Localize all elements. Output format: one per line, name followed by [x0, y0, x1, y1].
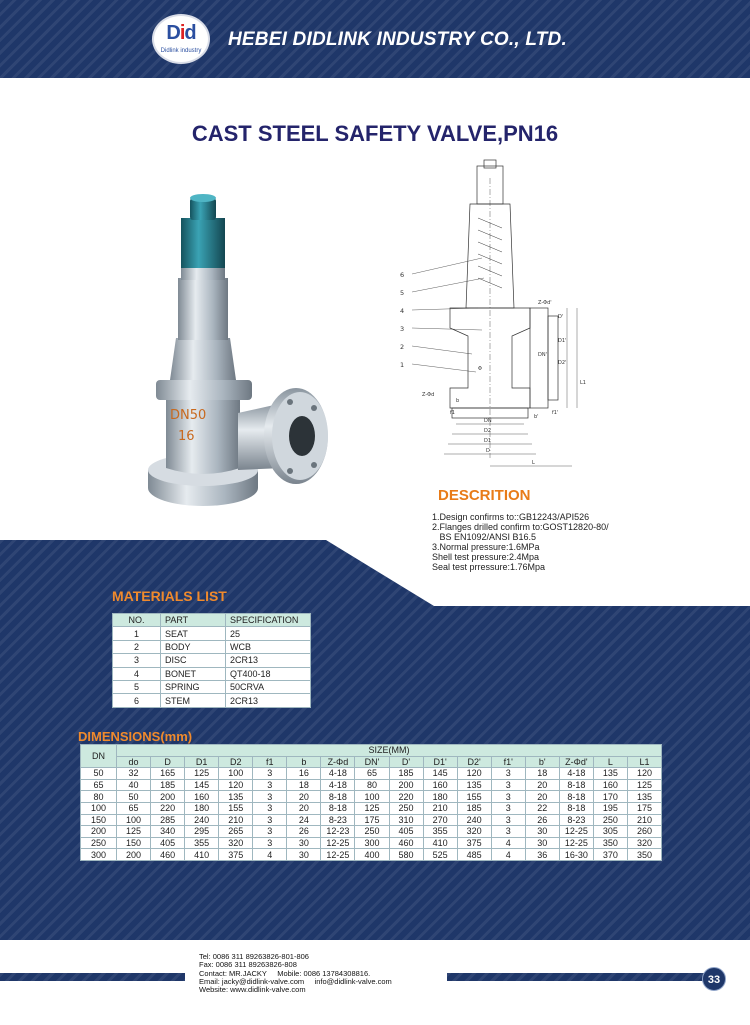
- dimensions-cell: 210: [219, 814, 253, 826]
- dimensions-cell: 305: [593, 826, 627, 838]
- dimensions-cell: 120: [627, 768, 661, 780]
- company-logo: [152, 14, 210, 64]
- dimensions-cell: 250: [593, 814, 627, 826]
- dimensions-cell: 220: [389, 791, 423, 803]
- dimensions-cell: 12-25: [559, 826, 593, 838]
- dimensions-cell: 170: [593, 791, 627, 803]
- material-no: 2: [113, 640, 161, 653]
- table-row: [81, 837, 662, 849]
- material-no: 6: [113, 694, 161, 707]
- footer-stripe-left: [0, 973, 185, 981]
- dim-z-d-prime: Z-Φd': [538, 300, 552, 306]
- dimensions-cell: 405: [151, 837, 185, 849]
- material-part: SEAT: [161, 627, 226, 640]
- footer-email: Email: jacky@didlink-valve.com info@didlink-valve.com: [199, 976, 392, 986]
- dimensions-cell: 3: [491, 779, 525, 791]
- dimensions-cell: 250: [355, 826, 389, 838]
- dimensions-cell: 240: [185, 814, 219, 826]
- callout-6: 6: [400, 271, 405, 279]
- material-spec: 2CR13: [226, 694, 311, 707]
- callout-1: 1: [400, 361, 405, 369]
- dimensions-cell: 3: [253, 802, 287, 814]
- dimensions-cell: 210: [423, 802, 457, 814]
- dim-d: D: [486, 448, 490, 454]
- dimensions-cell: 3: [253, 791, 287, 803]
- dimensions-cell: 16-30: [559, 849, 593, 861]
- dimensions-cell: 12-25: [559, 837, 593, 849]
- drawing-outlet-flange: [530, 308, 548, 408]
- dim-d2: D2: [484, 428, 492, 434]
- dimensions-cell: 30: [525, 826, 559, 838]
- table-row: [81, 849, 662, 861]
- dimensions-cell: 120: [219, 779, 253, 791]
- dim-f1-prime: f1': [552, 410, 559, 416]
- material-part: DISC: [161, 654, 226, 667]
- dimensions-cell: 125: [355, 802, 389, 814]
- dimensions-cell: 8-18: [321, 802, 355, 814]
- dimensions-header: DN': [355, 756, 389, 768]
- materials-header-row: [113, 614, 311, 627]
- material-spec: WCB: [226, 640, 311, 653]
- valve-photo: [148, 188, 348, 518]
- dimensions-cell: 135: [627, 791, 661, 803]
- contact-info: [199, 953, 392, 994]
- dimensions-header: f1: [253, 756, 287, 768]
- dimensions-cell: 165: [151, 768, 185, 780]
- materials-header: NO.: [113, 614, 161, 627]
- dimensions-header: D: [151, 756, 185, 768]
- material-no: 5: [113, 680, 161, 693]
- dim-d1: D1: [484, 438, 492, 444]
- description-line: 1.Design confirms to::GB12243/API526: [432, 512, 590, 522]
- material-part: SPRING: [161, 680, 226, 693]
- dimensions-cell: 30: [287, 849, 321, 861]
- footer-contact: Contact: MR.JACKY Mobile: 0086 13784308816.: [199, 968, 371, 978]
- table-row: [113, 654, 311, 667]
- dimensions-cell: 4: [491, 849, 525, 861]
- dimensions-cell: 135: [593, 768, 627, 780]
- dimensions-cell: 160: [423, 779, 457, 791]
- dimensions-cell: 405: [389, 826, 423, 838]
- blue-cap: [181, 218, 225, 268]
- dimensions-cell: 3: [491, 768, 525, 780]
- body-marking-pn: 16: [178, 429, 195, 444]
- dimensions-cell: 22: [525, 802, 559, 814]
- table-row: [81, 779, 662, 791]
- table-row: [81, 814, 662, 826]
- description-list: [432, 512, 609, 572]
- dimensions-cell: 310: [389, 814, 423, 826]
- materials-title: MATERIALS LIST: [112, 588, 227, 604]
- dimensions-cell: 410: [423, 837, 457, 849]
- footer-stripe-right: [447, 973, 712, 981]
- materials-header: PART: [161, 614, 226, 627]
- dimensions-cell: 65: [355, 768, 389, 780]
- dimensions-dn-cell: 300: [81, 849, 117, 861]
- dimensions-cell: 145: [423, 768, 457, 780]
- dimensions-header: Z-Φd': [559, 756, 593, 768]
- dimensions-cell: 18: [287, 779, 321, 791]
- description-line: BS EN1092/ANSI B16.5: [432, 532, 537, 542]
- material-spec: 50CRVA: [226, 680, 311, 693]
- dimensions-cell: 8-18: [559, 791, 593, 803]
- description-line: Shell test pressure:2.4Mpa: [432, 552, 540, 562]
- dimensions-cell: 400: [355, 849, 389, 861]
- dimensions-dn-cell: 250: [81, 837, 117, 849]
- materials-table: [112, 613, 311, 708]
- dimensions-cell: 350: [627, 849, 661, 861]
- callout-2: 2: [400, 343, 405, 351]
- dimensions-cell: 580: [389, 849, 423, 861]
- material-part: STEM: [161, 694, 226, 707]
- callout-5: 5: [400, 289, 405, 297]
- dim-dn: DN: [484, 418, 492, 424]
- dimensions-cell: 295: [185, 826, 219, 838]
- dimensions-cell: 150: [117, 837, 151, 849]
- dimensions-header: L1: [627, 756, 661, 768]
- dimensions-cell: 125: [185, 768, 219, 780]
- dimensions-cell: 3: [253, 826, 287, 838]
- company-name: HEBEI DIDLINK INDUSTRY CO., LTD.: [228, 29, 567, 50]
- dimensions-cell: 65: [117, 802, 151, 814]
- dimensions-cell: 30: [287, 837, 321, 849]
- dimensions-cell: 20: [287, 802, 321, 814]
- dimensions-dn-cell: 100: [81, 802, 117, 814]
- footer-tel: Tel: 0086 311 89263826-801-806: [199, 952, 309, 961]
- dimensions-cell: 240: [457, 814, 491, 826]
- dimensions-cell: 12-25: [321, 837, 355, 849]
- dimensions-group-header-row: [81, 745, 662, 757]
- dimensions-dn-cell: 65: [81, 779, 117, 791]
- dimensions-cell: 285: [151, 814, 185, 826]
- dimensions-cell: 3: [491, 826, 525, 838]
- dim-d-prime: D': [558, 314, 564, 320]
- dimensions-cell: 12-23: [321, 826, 355, 838]
- dim-dn-prime: DN': [538, 352, 547, 358]
- body-marking-dn: DN50: [170, 408, 207, 423]
- dimensions-header-row: [81, 756, 662, 768]
- dimensions-header: do: [117, 756, 151, 768]
- dimensions-cell: 100: [219, 768, 253, 780]
- material-no: 4: [113, 667, 161, 680]
- dimensions-cell: 8-23: [321, 814, 355, 826]
- dimensions-cell: 4-18: [559, 768, 593, 780]
- dimensions-cell: 175: [627, 802, 661, 814]
- dimensions-table: [80, 744, 662, 861]
- bonnet: [170, 338, 236, 380]
- table-row: [113, 627, 311, 640]
- material-no: 1: [113, 627, 161, 640]
- dimensions-cell: 525: [423, 849, 457, 861]
- dim-b-prime: b': [534, 414, 539, 420]
- dim-phi: Φ: [478, 366, 482, 372]
- dimensions-body: [81, 768, 662, 861]
- dimensions-cell: 260: [627, 826, 661, 838]
- dimensions-cell: 320: [627, 837, 661, 849]
- footer-website: Website: www.didlink-valve.com: [199, 985, 306, 995]
- dimensions-cell: 135: [219, 791, 253, 803]
- dimensions-cell: 20: [525, 791, 559, 803]
- dimensions-cell: 300: [355, 837, 389, 849]
- dim-d2-prime: D2': [558, 360, 567, 366]
- dimensions-cell: 16: [287, 768, 321, 780]
- dimensions-dn-cell: 50: [81, 768, 117, 780]
- dimensions-cell: 3: [253, 768, 287, 780]
- dimensions-cell: 50: [117, 791, 151, 803]
- dimensions-header: Z-Φd: [321, 756, 355, 768]
- outlet-bore: [289, 416, 315, 456]
- dimensions-cell: 460: [389, 837, 423, 849]
- table-row: [113, 667, 311, 680]
- dimensions-header: D1': [423, 756, 457, 768]
- dimensions-dn-cell: 150: [81, 814, 117, 826]
- dimensions-cell: 3: [491, 802, 525, 814]
- dimensions-cell: 4: [491, 837, 525, 849]
- page-title: CAST STEEL SAFETY VALVE,PN16: [191, 121, 559, 146]
- dimensions-cell: 32: [117, 768, 151, 780]
- dimensions-cell: 24: [287, 814, 321, 826]
- dimensions-cell: 160: [185, 791, 219, 803]
- dimensions-cell: 80: [355, 779, 389, 791]
- material-spec: QT400-18: [226, 667, 311, 680]
- dimensions-cell: 12-25: [321, 849, 355, 861]
- material-spec: 25: [226, 627, 311, 640]
- callout-3: 3: [400, 325, 405, 333]
- page-number: 33: [702, 967, 726, 991]
- dn-header: DN: [81, 745, 117, 768]
- dimensions-cell: 270: [423, 814, 457, 826]
- materials-header: SPECIFICATION: [226, 614, 311, 627]
- dimensions-cell: 350: [593, 837, 627, 849]
- dimensions-cell: 200: [389, 779, 423, 791]
- dimensions-header: f1': [491, 756, 525, 768]
- dimensions-cell: 100: [355, 791, 389, 803]
- dimensions-header: D1: [185, 756, 219, 768]
- dimensions-cell: 180: [185, 802, 219, 814]
- dimensions-cell: 8-18: [559, 779, 593, 791]
- dimensions-cell: 220: [151, 802, 185, 814]
- dimensions-cell: 185: [389, 768, 423, 780]
- dimensions-dn-cell: 200: [81, 826, 117, 838]
- dim-f1: f1: [450, 410, 455, 416]
- dimensions-cell: 485: [457, 849, 491, 861]
- dim-z-d: Z-Φd: [422, 392, 435, 398]
- dimensions-cell: 40: [117, 779, 151, 791]
- description-line: 2.Flanges drilled confirm to:GOST12820-80/: [432, 522, 609, 532]
- dimensions-cell: 200: [117, 849, 151, 861]
- dimensions-cell: 160: [593, 779, 627, 791]
- dimensions-cell: 155: [457, 791, 491, 803]
- technical-drawing: [392, 158, 592, 476]
- description-line: 3.Normal pressure:1.6MPa: [432, 542, 540, 552]
- dimensions-cell: 185: [151, 779, 185, 791]
- size-header: SIZE(MM): [117, 745, 662, 757]
- dimensions-cell: 4: [253, 849, 287, 861]
- dimensions-cell: 375: [457, 837, 491, 849]
- dimensions-cell: 3: [491, 791, 525, 803]
- dimensions-header: D': [389, 756, 423, 768]
- dimensions-cell: 410: [185, 849, 219, 861]
- dimensions-cell: 155: [219, 802, 253, 814]
- material-no: 3: [113, 654, 161, 667]
- dimensions-header: L: [593, 756, 627, 768]
- dimensions-cell: 355: [423, 826, 457, 838]
- table-row: [81, 826, 662, 838]
- dimensions-cell: 26: [287, 826, 321, 838]
- dimensions-cell: 370: [593, 849, 627, 861]
- dimensions-cell: 3: [253, 779, 287, 791]
- dimensions-cell: 8-18: [559, 802, 593, 814]
- table-row: [81, 768, 662, 780]
- drawing-cap: [477, 166, 503, 204]
- description-title: DESCRITION: [438, 487, 531, 504]
- dim-l: L: [532, 460, 535, 466]
- dimensions-cell: 3: [253, 814, 287, 826]
- dimensions-cell: 200: [151, 791, 185, 803]
- dimensions-header: D2: [219, 756, 253, 768]
- description-line: Seal test prressure:1.76Mpa: [432, 562, 546, 572]
- header-band: [0, 0, 750, 78]
- table-row: [113, 680, 311, 693]
- logo-text: Didlink industry: [160, 48, 202, 54]
- dimensions-cell: 180: [423, 791, 457, 803]
- dimensions-cell: 375: [219, 849, 253, 861]
- callout-4: 4: [400, 307, 405, 315]
- dimensions-cell: 18: [525, 768, 559, 780]
- dimensions-cell: 210: [627, 814, 661, 826]
- dimensions-cell: 320: [457, 826, 491, 838]
- dimensions-cell: 100: [117, 814, 151, 826]
- material-part: BODY: [161, 640, 226, 653]
- dimensions-cell: 20: [525, 779, 559, 791]
- dimensions-cell: 185: [457, 802, 491, 814]
- dimensions-cell: 3: [253, 837, 287, 849]
- logo-mark: Did: [166, 22, 196, 44]
- dimensions-cell: 8-18: [321, 791, 355, 803]
- dimensions-cell: 145: [185, 779, 219, 791]
- dimensions-cell: 340: [151, 826, 185, 838]
- table-row: [81, 802, 662, 814]
- table-row: [81, 791, 662, 803]
- dimensions-header: b: [287, 756, 321, 768]
- dimensions-cell: 460: [151, 849, 185, 861]
- dimensions-cell: 265: [219, 826, 253, 838]
- dimensions-title: DIMENSIONS(mm): [78, 729, 193, 744]
- footer-fax: Fax: 0086 311 89263826-808: [199, 960, 297, 970]
- table-row: [113, 694, 311, 707]
- dimensions-header: b': [525, 756, 559, 768]
- dimensions-cell: 8-23: [559, 814, 593, 826]
- dimensions-cell: 20: [287, 791, 321, 803]
- dimensions-cell: 30: [525, 837, 559, 849]
- table-row: [113, 640, 311, 653]
- dimensions-cell: 125: [117, 826, 151, 838]
- dimensions-cell: 36: [525, 849, 559, 861]
- dimensions-cell: 3: [491, 814, 525, 826]
- dimensions-cell: 4-18: [321, 779, 355, 791]
- dimensions-cell: 135: [457, 779, 491, 791]
- dimensions-cell: 175: [355, 814, 389, 826]
- dim-b: b: [456, 398, 460, 404]
- dimensions-cell: 4-18: [321, 768, 355, 780]
- dimensions-cell: 320: [219, 837, 253, 849]
- dimensions-cell: 26: [525, 814, 559, 826]
- dimensions-dn-cell: 80: [81, 791, 117, 803]
- material-spec: 2CR13: [226, 654, 311, 667]
- dim-d1-prime: D1': [558, 338, 567, 344]
- dimensions-cell: 355: [185, 837, 219, 849]
- dimensions-cell: 250: [389, 802, 423, 814]
- dimensions-cell: 125: [627, 779, 661, 791]
- dim-l1: L1: [580, 380, 586, 386]
- material-part: BONET: [161, 667, 226, 680]
- dimensions-header: D2': [457, 756, 491, 768]
- dimensions-cell: 120: [457, 768, 491, 780]
- dimensions-cell: 195: [593, 802, 627, 814]
